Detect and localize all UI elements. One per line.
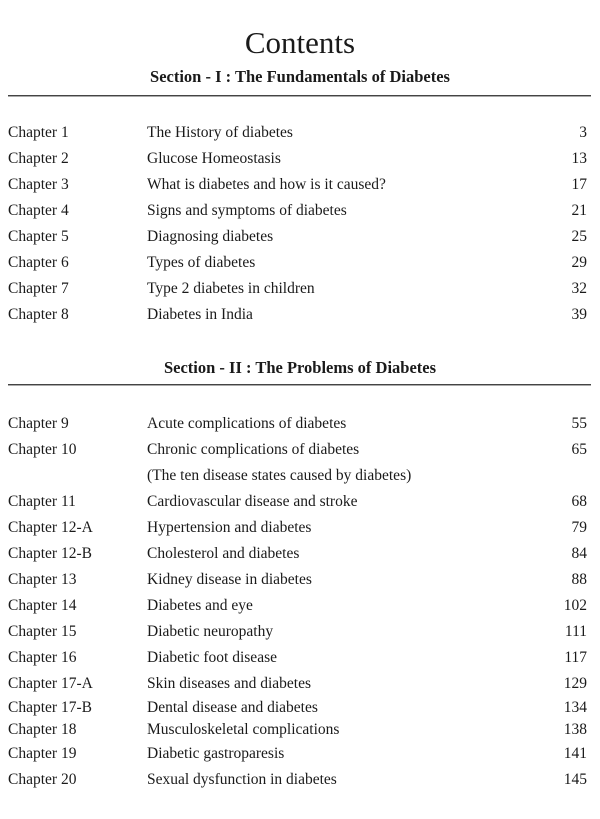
toc-entry[interactable] (0, 198, 600, 224)
toc-entry[interactable] (0, 593, 600, 619)
chapter-number: Chapter 12-B (8, 545, 92, 562)
chapter-title: Diabetic neuropathy (147, 623, 274, 640)
toc-entry[interactable] (0, 671, 600, 697)
chapter-title: Signs and symptoms of diabetes (147, 202, 347, 219)
toc-entry[interactable] (0, 741, 600, 767)
toc-entry[interactable] (0, 276, 600, 302)
toc-entry[interactable] (0, 767, 600, 793)
page-number: 25 (571, 228, 587, 245)
page-number: 29 (571, 254, 587, 271)
toc-entry[interactable] (0, 302, 600, 328)
page-number: 55 (571, 415, 587, 432)
toc-entry[interactable] (0, 172, 600, 198)
chapter-title: Cholesterol and diabetes (147, 545, 300, 562)
page-number: 84 (571, 545, 587, 562)
chapter-number: Chapter 15 (8, 623, 77, 640)
chapter-title: Diabetes and eye (147, 597, 253, 614)
chapter-number: Chapter 6 (8, 254, 69, 271)
chapter-title: Types of diabetes (147, 254, 256, 271)
page-number: 32 (571, 280, 587, 297)
chapter-title: Sexual dysfunction in diabetes (147, 771, 337, 788)
toc-entry[interactable] (0, 224, 600, 250)
page-number: 134 (563, 699, 587, 716)
chapter-title: Diagnosing diabetes (147, 228, 274, 245)
toc-entry-note (0, 463, 600, 489)
page-number: 102 (563, 597, 587, 614)
chapter-title: Diabetic gastroparesis (147, 745, 285, 762)
chapter-number: Chapter 3 (8, 176, 69, 193)
section-divider (8, 384, 591, 386)
toc-entry[interactable] (0, 697, 600, 719)
chapter-number: Chapter 8 (8, 306, 69, 323)
chapter-subtitle: (The ten disease states caused by diabetes) (147, 467, 412, 484)
section-heading: Section - II : The Problems of Diabetes (163, 358, 437, 377)
page-number: 129 (563, 675, 587, 692)
chapter-number: Chapter 13 (8, 571, 77, 588)
page-number: 145 (563, 771, 587, 788)
toc-entry[interactable] (0, 567, 600, 593)
chapter-number: Chapter 2 (8, 150, 69, 167)
page-number: 79 (571, 519, 587, 536)
chapter-title: Skin diseases and diabetes (147, 675, 312, 692)
section-heading: Section - I : The Fundamentals of Diabetes (150, 67, 450, 86)
page-number: 39 (571, 306, 587, 323)
toc-entry[interactable] (0, 120, 600, 146)
chapter-number: Chapter 19 (8, 745, 77, 762)
toc-entry[interactable] (0, 645, 600, 671)
page-title: Contents (244, 24, 356, 60)
page-number: 111 (564, 623, 587, 640)
page-number: 65 (571, 441, 587, 458)
chapter-title: What is diabetes and how is it caused? (147, 176, 386, 193)
chapter-title: Cardiovascular disease and stroke (147, 493, 358, 510)
chapter-title: Musculoskeletal complications (147, 721, 340, 738)
toc-entry[interactable] (0, 489, 600, 515)
chapter-title: Dental disease and diabetes (147, 699, 318, 716)
toc-entry[interactable] (0, 250, 600, 276)
chapter-number: Chapter 9 (8, 415, 69, 432)
chapter-title: Acute complications of diabetes (147, 415, 347, 432)
section-divider (8, 95, 591, 97)
page-number: 117 (564, 649, 587, 666)
chapter-number: Chapter 11 (8, 493, 76, 510)
page-number: 88 (571, 571, 587, 588)
page-number: 17 (571, 176, 587, 193)
chapter-title: Type 2 diabetes in children (147, 280, 315, 297)
chapter-number: Chapter 5 (8, 228, 69, 245)
chapter-number: Chapter 4 (8, 202, 69, 219)
chapter-title: Chronic complications of diabetes (147, 441, 360, 458)
chapter-number: Chapter 20 (8, 771, 77, 788)
toc-entry[interactable] (0, 437, 600, 463)
page-number: 68 (571, 493, 587, 510)
chapter-number: Chapter 1 (8, 124, 69, 141)
toc-list-section-2 (0, 411, 600, 819)
chapter-number: Chapter 17-A (8, 675, 93, 692)
toc-entry[interactable] (0, 515, 600, 541)
chapter-title: Hypertension and diabetes (147, 519, 312, 536)
toc-entry[interactable] (0, 619, 600, 645)
toc-entry[interactable] (0, 146, 600, 172)
chapter-number: Chapter 16 (8, 649, 77, 666)
page-number: 13 (571, 150, 587, 167)
page-number: 21 (571, 202, 587, 219)
chapter-number: Chapter 17-B (8, 699, 92, 716)
chapter-number: Chapter 7 (8, 280, 69, 297)
chapter-title: Diabetes in India (147, 306, 253, 323)
chapter-number: Chapter 18 (8, 721, 77, 738)
chapter-title: Glucose Homeostasis (147, 150, 281, 167)
page-number: 3 (579, 124, 587, 141)
chapter-title: Kidney disease in diabetes (147, 571, 312, 588)
chapter-number: Chapter 10 (8, 441, 77, 458)
toc-entry[interactable] (0, 541, 600, 567)
chapter-number: Chapter 14 (8, 597, 77, 614)
chapter-number: Chapter 12-A (8, 519, 93, 536)
toc-list-section-1 (0, 120, 600, 328)
page-number: 141 (563, 745, 587, 762)
chapter-title: Diabetic foot disease (147, 649, 277, 666)
toc-entry[interactable] (0, 411, 600, 437)
toc-entry[interactable] (0, 719, 600, 741)
page-number: 138 (563, 721, 587, 738)
chapter-title: The History of diabetes (147, 124, 293, 141)
